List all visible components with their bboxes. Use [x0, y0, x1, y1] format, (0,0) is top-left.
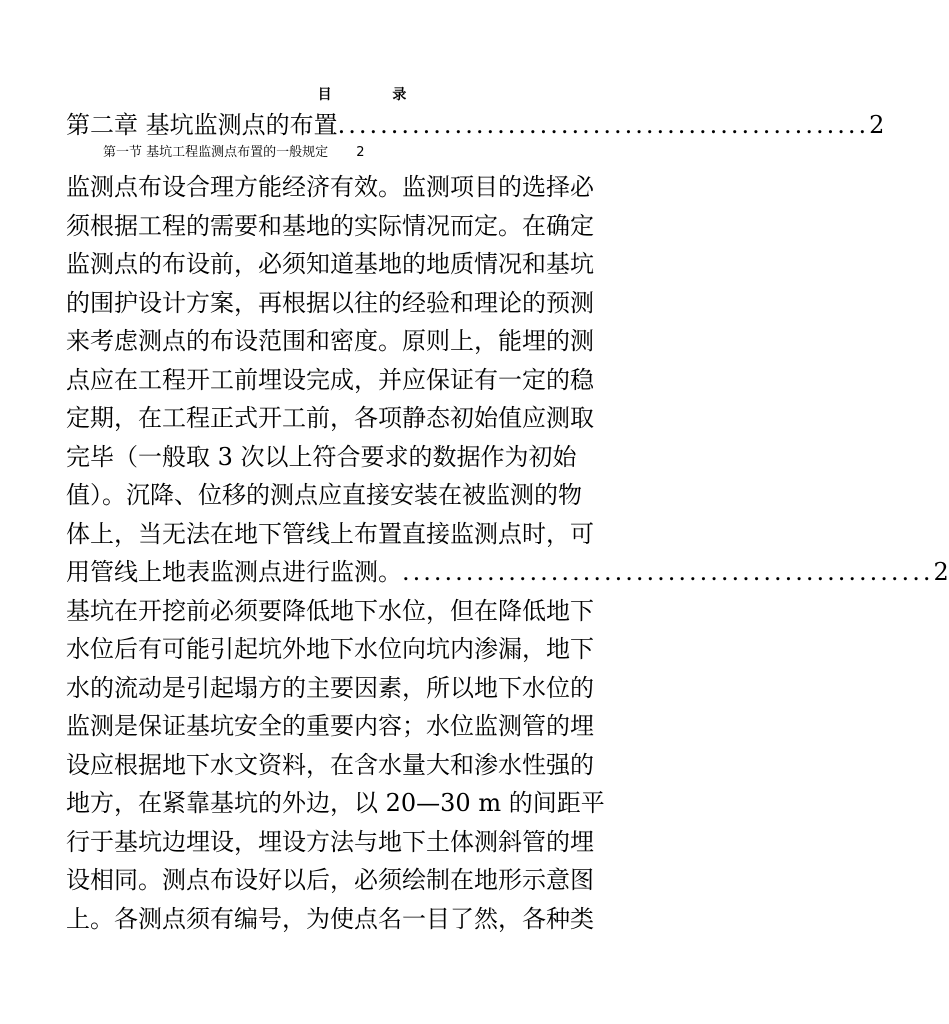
body-line: 须根据工程的需要和基地的实际情况而定。在确定: [66, 211, 594, 240]
toc-section-label: 第一节 基坑工程监测点布置的一般规定: [103, 145, 329, 160]
body-line: 监测是保证基坑安全的重要内容；水位监测管的埋: [66, 712, 594, 740]
leader-line-text: 用管线上地表监测点进行监测。: [66, 558, 402, 586]
body-line: 来考虑测点的布设范围和密度。原则上，能埋的测: [66, 327, 594, 355]
body-line: 水的流动是引起塌方的主要因素，所以地下水位的: [66, 673, 594, 702]
body-line: 设应根据地下水文资料，在含水量大和渗水性强的: [66, 750, 594, 779]
toc-chapter-page: 2: [869, 111, 885, 139]
toc-title: 目 录: [317, 87, 435, 103]
body-text: [66, 168, 949, 938]
body-line: 基坑在开挖前必须要降低地下水位，但在降低地下: [66, 596, 594, 625]
body-line: 定期，在工程正式开工前，各项静态初始值应测取: [66, 404, 594, 432]
body-line: 设相同。测点布设好以后，必须绘制在地形示意图: [66, 866, 594, 894]
toc-leader-line[interactable]: [66, 553, 949, 592]
body-line: 的围护设计方案，再根据以往的经验和理论的预测: [66, 288, 594, 317]
body-line: 监测点布设合理方能经济有效。监测项目的选择必: [66, 173, 594, 201]
body-line: 点应在工程开工前埋设完成，并应保证有一定的稳: [66, 365, 594, 394]
body-line: 体上，当无法在地下管线上布置直接监测点时，可: [66, 519, 594, 548]
body-line: 上。各测点须有编号，为使点名一目了然，各种类: [66, 904, 594, 933]
body-line: 监测点的布设前，必须知道基地的地质情况和基坑: [66, 250, 594, 278]
body-line: 水位后有可能引起坑外地下水位向坑内渗漏，地下: [66, 635, 594, 663]
body-line: 地方，在紧靠基坑的外边，以 20—30 m 的间距平: [66, 789, 605, 817]
toc-section-page: 2: [356, 145, 365, 160]
toc-chapter-label: 第二章 基坑监测点的布置: [66, 111, 338, 139]
toc-chapter-leader: ..................................................: [337, 111, 870, 139]
toc-entry-chapter[interactable]: [66, 106, 885, 144]
body-line: 完毕（一般取 3 次以上符合要求的数据作为初始: [66, 442, 577, 471]
body-line: 行于基坑边埋设，埋设方法与地下土体测斜管的埋: [66, 827, 594, 856]
toc-entry-section[interactable]: [103, 144, 365, 162]
leader-line-page: 2: [933, 558, 949, 586]
body-line: 值）。沉降、位移的测点应直接安装在被监测的物: [66, 481, 582, 509]
leader-line-dots: ..................................................: [402, 558, 934, 586]
